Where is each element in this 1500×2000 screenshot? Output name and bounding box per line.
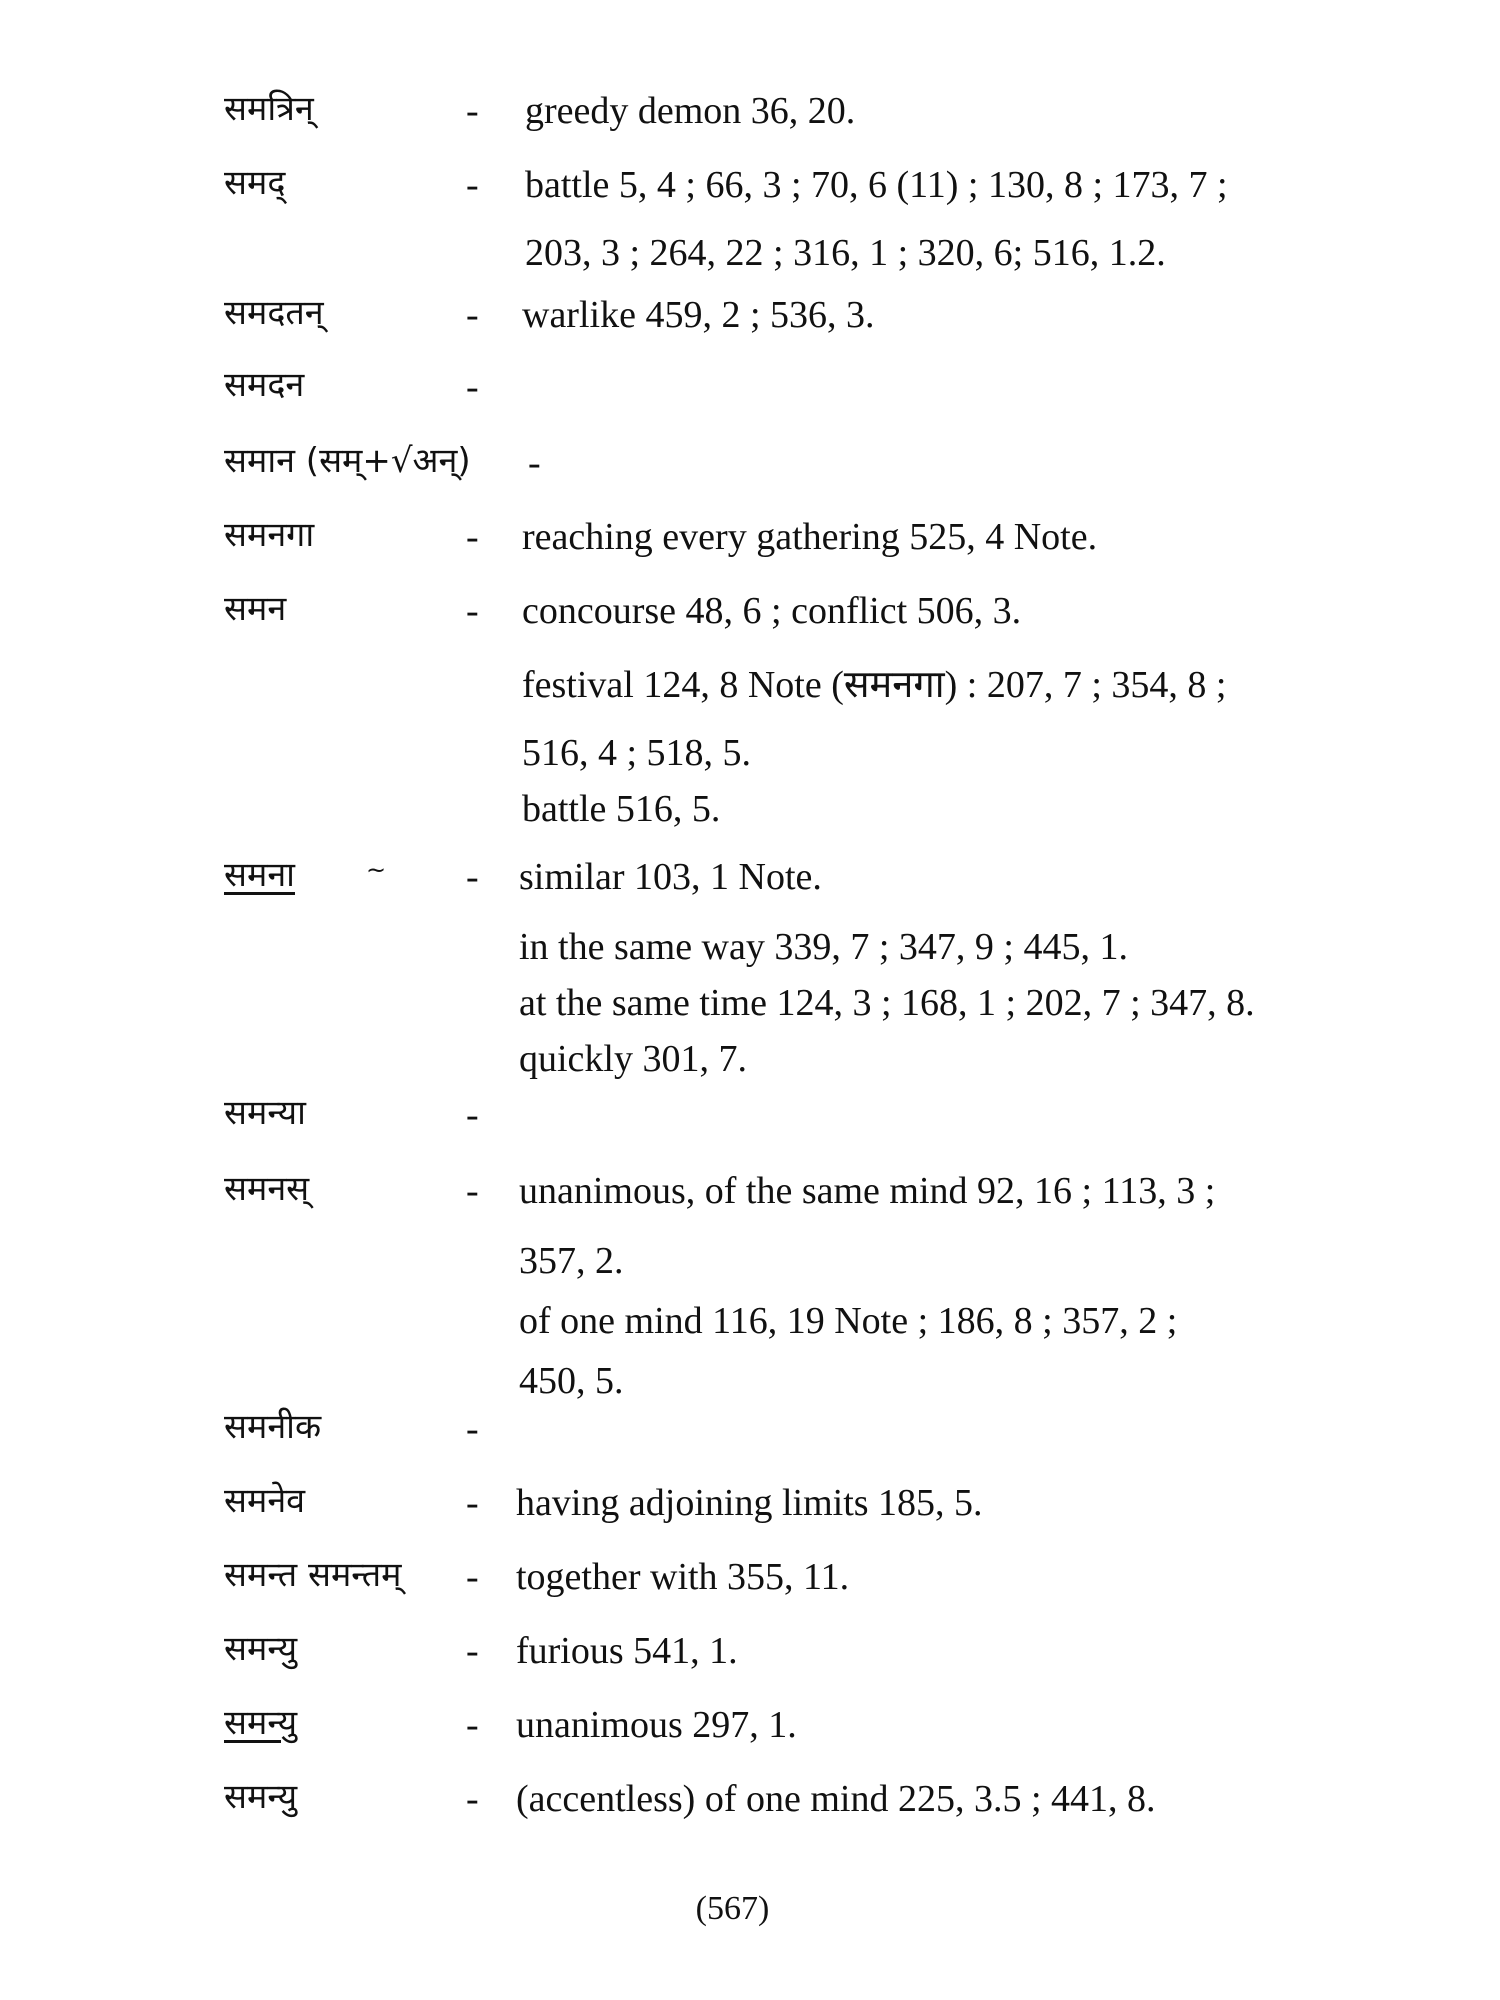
definition-line: greedy demon 36, 20.	[525, 90, 856, 132]
entry-dash: -	[466, 590, 479, 632]
definition-line: unanimous, of the same mind 92, 16 ; 113, 3 ;	[519, 1170, 1216, 1212]
entry-definitions	[525, 166, 1325, 272]
definition-line: 357, 2.	[519, 1240, 624, 1282]
entry-definitions	[525, 92, 1325, 130]
entry-dash: -	[466, 516, 479, 558]
entry-headword: समन	[224, 589, 287, 629]
entry-headword: समनगा	[224, 515, 315, 555]
definition-line: together with 355, 11.	[516, 1556, 850, 1598]
entry-definitions	[522, 296, 1322, 334]
definition-line: concourse 48, 6 ; conflict 506, 3.	[522, 590, 1022, 632]
entry-dash: -	[528, 442, 541, 484]
entry-headword: समान (सम्+√अन्)	[224, 441, 471, 481]
definition-line: warlike 459, 2 ; 536, 3.	[522, 294, 875, 336]
entry-headword: समदतन्	[224, 293, 324, 333]
entry-definitions	[519, 858, 1319, 1078]
entry-definitions	[516, 1780, 1316, 1818]
entry-definitions	[516, 1632, 1316, 1670]
entry-definitions	[522, 518, 1322, 556]
definition-line: at the same time 124, 3 ; 168, 1 ; 202, 7 ; 347, 8.	[519, 982, 1255, 1024]
entry-definitions	[519, 1172, 1319, 1400]
definition-line: of one mind 116, 19 Note ; 186, 8 ; 357, 2 ;	[519, 1300, 1178, 1342]
definition-line: 450, 5.	[519, 1360, 624, 1402]
entry-definitions	[516, 1558, 1316, 1596]
definition-line: unanimous 297, 1.	[516, 1704, 797, 1746]
entry-dash: -	[466, 164, 479, 206]
entry-headword: समन्यु	[224, 1703, 298, 1743]
entry-headword: समन्त समन्तम्	[224, 1555, 402, 1595]
entry-headword: समन्यु	[224, 1777, 298, 1817]
entry-dash: -	[466, 1482, 479, 1524]
entry-headword: समनस्	[224, 1169, 310, 1209]
entry-headword: समद्	[224, 163, 286, 203]
definition-line: 516, 4 ; 518, 5.	[522, 732, 752, 774]
entry-headword: समन्या	[224, 1093, 306, 1133]
definition-line: quickly 301, 7.	[519, 1038, 747, 1080]
definition-line: having adjoining limits 185, 5.	[516, 1482, 983, 1524]
entry-dash: -	[466, 1778, 479, 1820]
definition-line: 203, 3 ; 264, 22 ; 316, 1 ; 320, 6; 516, 1.2.	[525, 232, 1166, 274]
definition-line: festival 124, 8 Note (समनगा) : 207, 7 ; 354, 8 ;	[522, 664, 1227, 706]
entry-headword: समनीक	[224, 1407, 322, 1447]
entry-headword: समना	[224, 855, 295, 895]
entry-dash: -	[466, 1408, 479, 1450]
entry-dash: -	[466, 1704, 479, 1746]
entry-headword: समत्रिन्	[224, 89, 314, 129]
definition-line: battle 5, 4 ; 66, 3 ; 70, 6 (11) ; 130, 8 ; 173, 7 ;	[525, 164, 1228, 206]
definition-line: (accentless) of one mind 225, 3.5 ; 441, 8.	[516, 1778, 1156, 1820]
definition-line: similar 103, 1 Note.	[519, 856, 822, 898]
definition-line: reaching every gathering 525, 4 Note.	[522, 516, 1098, 558]
definition-line: furious 541, 1.	[516, 1630, 738, 1672]
definition-line: in the same way 339, 7 ; 347, 9 ; 445, 1.	[519, 926, 1128, 968]
entry-headword: समदन	[224, 365, 305, 405]
entry-headword: समन्यु	[224, 1629, 298, 1669]
squiggle-mark: ~	[366, 856, 387, 884]
entry-definitions	[522, 592, 1322, 828]
entry-definitions	[516, 1484, 1316, 1522]
page-number: (567)	[695, 1890, 770, 1927]
entry-dash: -	[466, 856, 479, 898]
entry-definitions	[516, 1706, 1316, 1744]
entry-dash: -	[466, 1170, 479, 1212]
entry-headword: समनेव	[224, 1481, 306, 1521]
entry-dash: -	[466, 1094, 479, 1136]
entry-dash: -	[466, 1556, 479, 1598]
definition-line: battle 516, 5.	[522, 788, 721, 830]
entry-dash: -	[466, 1630, 479, 1672]
entry-dash: -	[466, 294, 479, 336]
entry-dash: -	[466, 366, 479, 408]
entry-dash: -	[466, 90, 479, 132]
